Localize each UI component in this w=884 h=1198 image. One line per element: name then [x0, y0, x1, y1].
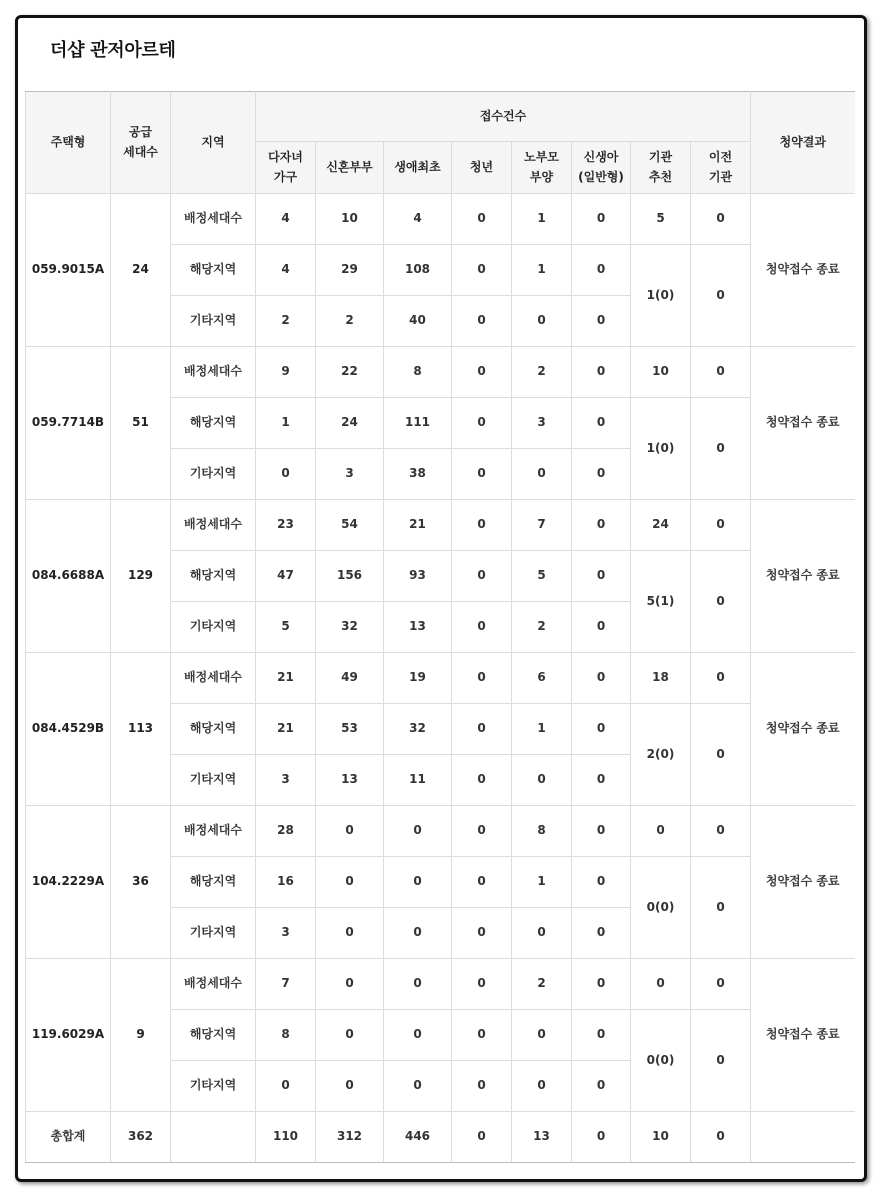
count-cell: 0 [316, 1061, 384, 1112]
supply-units-cell: 24 [111, 194, 171, 347]
count-cell: 0 [452, 959, 512, 1010]
count-cell: 0 [384, 806, 452, 857]
count-cell: 111 [384, 398, 452, 449]
region-cell: 배정세대수 [171, 347, 256, 398]
count-cell: 0 [512, 1010, 572, 1061]
supply-units-cell: 129 [111, 500, 171, 653]
count-cell: 6 [512, 653, 572, 704]
result-cell: 청약접수 종료 [751, 194, 855, 347]
region-cell: 해당지역 [171, 551, 256, 602]
count-cell: 0 [384, 857, 452, 908]
institution-cell: 0(0) [631, 857, 691, 959]
count-cell: 21 [384, 500, 452, 551]
count-cell: 0 [452, 1010, 512, 1061]
header-sub-column: 생애최초 [384, 142, 452, 194]
count-cell: 0 [316, 1010, 384, 1061]
transfer-cell: 0 [691, 194, 751, 245]
header-supply-units: 공급 세대수 [111, 92, 171, 194]
count-cell: 3 [512, 398, 572, 449]
count-cell: 19 [384, 653, 452, 704]
count-cell: 2 [512, 959, 572, 1010]
count-cell: 0 [452, 398, 512, 449]
header-result: 청약결과 [751, 92, 855, 194]
subscription-results-table [25, 91, 855, 1163]
count-cell: 2 [512, 602, 572, 653]
header-sub-column: 기관 추천 [631, 142, 691, 194]
count-cell: 0 [452, 347, 512, 398]
count-cell: 8 [512, 806, 572, 857]
total-units-cell: 362 [111, 1112, 171, 1163]
region-cell: 배정세대수 [171, 194, 256, 245]
count-cell: 0 [452, 500, 512, 551]
count-cell: 8 [384, 347, 452, 398]
table-row [26, 347, 855, 398]
count-cell: 7 [256, 959, 316, 1010]
count-cell: 1 [512, 857, 572, 908]
total-count-cell: 10 [631, 1112, 691, 1163]
count-cell: 156 [316, 551, 384, 602]
header-sub-column: 노부모 부양 [512, 142, 572, 194]
count-cell: 10 [316, 194, 384, 245]
region-cell: 배정세대수 [171, 806, 256, 857]
total-count-cell: 0 [452, 1112, 512, 1163]
count-cell: 9 [256, 347, 316, 398]
count-cell: 0 [452, 449, 512, 500]
count-cell: 0 [316, 959, 384, 1010]
count-cell: 22 [316, 347, 384, 398]
region-cell: 기타지역 [171, 602, 256, 653]
count-cell: 0 [572, 959, 631, 1010]
table-row [26, 653, 855, 704]
total-count-cell: 446 [384, 1112, 452, 1163]
count-cell: 1 [256, 398, 316, 449]
house-type-cell: 084.6688A [26, 500, 111, 653]
count-cell: 21 [256, 704, 316, 755]
count-cell: 8 [256, 1010, 316, 1061]
count-cell: 0 [452, 1061, 512, 1112]
count-cell: 4 [256, 245, 316, 296]
transfer-cell: 0 [691, 959, 751, 1010]
institution-cell: 1(0) [631, 245, 691, 347]
house-type-cell: 084.4529B [26, 653, 111, 806]
count-cell: 0 [572, 1010, 631, 1061]
table-row [26, 959, 855, 1010]
count-cell: 0 [384, 1061, 452, 1112]
count-cell: 23 [256, 500, 316, 551]
count-cell: 2 [512, 347, 572, 398]
count-cell: 0 [572, 908, 631, 959]
transfer-cell: 0 [691, 704, 751, 806]
count-cell: 16 [256, 857, 316, 908]
transfer-cell: 0 [691, 245, 751, 347]
count-cell: 13 [384, 602, 452, 653]
count-cell: 0 [384, 959, 452, 1010]
region-cell: 배정세대수 [171, 959, 256, 1010]
table-row [26, 806, 855, 857]
count-cell: 0 [452, 704, 512, 755]
count-cell: 0 [572, 449, 631, 500]
total-count-cell: 0 [691, 1112, 751, 1163]
transfer-cell: 0 [691, 1010, 751, 1112]
count-cell: 0 [572, 755, 631, 806]
count-cell: 5 [512, 551, 572, 602]
count-cell: 0 [452, 245, 512, 296]
count-cell: 3 [256, 908, 316, 959]
count-cell: 21 [256, 653, 316, 704]
header-sub-column: 신생아 (일반형) [572, 142, 631, 194]
total-count-cell: 312 [316, 1112, 384, 1163]
institution-cell: 0(0) [631, 1010, 691, 1112]
count-cell: 0 [384, 908, 452, 959]
house-type-cell: 119.6029A [26, 959, 111, 1112]
total-count-cell: 0 [572, 1112, 631, 1163]
count-cell: 0 [452, 653, 512, 704]
count-cell: 53 [316, 704, 384, 755]
region-cell: 기타지역 [171, 1061, 256, 1112]
count-cell: 0 [452, 857, 512, 908]
count-cell: 54 [316, 500, 384, 551]
header-region: 지역 [171, 92, 256, 194]
count-cell: 0 [452, 194, 512, 245]
total-region-cell [171, 1112, 256, 1163]
supply-units-cell: 113 [111, 653, 171, 806]
transfer-cell: 0 [691, 347, 751, 398]
count-cell: 2 [316, 296, 384, 347]
count-cell: 1 [512, 194, 572, 245]
region-cell: 해당지역 [171, 857, 256, 908]
transfer-cell: 0 [691, 806, 751, 857]
region-cell: 기타지역 [171, 908, 256, 959]
result-cell: 청약접수 종료 [751, 806, 855, 959]
transfer-cell: 0 [691, 551, 751, 653]
count-cell: 0 [316, 857, 384, 908]
house-type-cell: 059.7714B [26, 347, 111, 500]
result-cell: 청약접수 종료 [751, 347, 855, 500]
result-cell: 청약접수 종료 [751, 500, 855, 653]
total-count-cell: 110 [256, 1112, 316, 1163]
count-cell: 3 [256, 755, 316, 806]
count-cell: 0 [572, 704, 631, 755]
count-cell: 4 [256, 194, 316, 245]
count-cell: 32 [384, 704, 452, 755]
count-cell: 0 [452, 806, 512, 857]
count-cell: 24 [316, 398, 384, 449]
header-sub-column: 다자녀 가구 [256, 142, 316, 194]
count-cell: 0 [572, 500, 631, 551]
count-cell: 5 [256, 602, 316, 653]
count-cell: 0 [572, 296, 631, 347]
count-cell: 0 [572, 602, 631, 653]
count-cell: 0 [452, 602, 512, 653]
region-cell: 배정세대수 [171, 653, 256, 704]
region-cell: 기타지역 [171, 296, 256, 347]
page-title: 더샵 관저아르테 [50, 40, 176, 61]
table-row [26, 500, 855, 551]
count-cell: 93 [384, 551, 452, 602]
region-cell: 기타지역 [171, 755, 256, 806]
count-cell: 4 [384, 194, 452, 245]
count-cell: 1 [512, 245, 572, 296]
total-label-cell: 총합계 [26, 1112, 111, 1163]
institution-cell: 2(0) [631, 704, 691, 806]
table-row [26, 194, 855, 245]
region-cell: 해당지역 [171, 704, 256, 755]
count-cell: 0 [256, 1061, 316, 1112]
supply-units-cell: 36 [111, 806, 171, 959]
institution-cell: 1(0) [631, 398, 691, 500]
result-cell: 청약접수 종료 [751, 653, 855, 806]
count-cell: 11 [384, 755, 452, 806]
count-cell: 0 [572, 194, 631, 245]
count-cell: 0 [512, 755, 572, 806]
region-cell: 해당지역 [171, 245, 256, 296]
count-cell: 0 [512, 449, 572, 500]
total-result-cell [751, 1112, 855, 1163]
header-applications: 접수건수 [256, 92, 751, 142]
count-cell: 0 [572, 806, 631, 857]
count-cell: 3 [316, 449, 384, 500]
count-cell: 2 [256, 296, 316, 347]
institution-cell: 0 [631, 959, 691, 1010]
count-cell: 0 [572, 551, 631, 602]
count-cell: 0 [452, 908, 512, 959]
result-cell: 청약접수 종료 [751, 959, 855, 1112]
count-cell: 0 [512, 296, 572, 347]
header-row-top [26, 92, 855, 142]
region-cell: 배정세대수 [171, 500, 256, 551]
total-count-cell: 13 [512, 1112, 572, 1163]
institution-cell: 10 [631, 347, 691, 398]
header-house-type: 주택형 [26, 92, 111, 194]
supply-units-cell: 51 [111, 347, 171, 500]
house-type-cell: 059.9015A [26, 194, 111, 347]
count-cell: 0 [452, 551, 512, 602]
count-cell: 49 [316, 653, 384, 704]
count-cell: 0 [512, 908, 572, 959]
header-sub-column: 청년 [452, 142, 512, 194]
transfer-cell: 0 [691, 653, 751, 704]
count-cell: 0 [572, 653, 631, 704]
count-cell: 0 [572, 347, 631, 398]
transfer-cell: 0 [691, 857, 751, 959]
count-cell: 29 [316, 245, 384, 296]
count-cell: 0 [256, 449, 316, 500]
count-cell: 38 [384, 449, 452, 500]
header-sub-column: 신혼부부 [316, 142, 384, 194]
count-cell: 0 [384, 1010, 452, 1061]
count-cell: 47 [256, 551, 316, 602]
region-cell: 기타지역 [171, 449, 256, 500]
institution-cell: 5 [631, 194, 691, 245]
region-cell: 해당지역 [171, 398, 256, 449]
transfer-cell: 0 [691, 398, 751, 500]
institution-cell: 24 [631, 500, 691, 551]
institution-cell: 5(1) [631, 551, 691, 653]
count-cell: 0 [572, 398, 631, 449]
count-cell: 0 [316, 806, 384, 857]
count-cell: 0 [512, 1061, 572, 1112]
count-cell: 0 [572, 857, 631, 908]
institution-cell: 0 [631, 806, 691, 857]
count-cell: 108 [384, 245, 452, 296]
count-cell: 28 [256, 806, 316, 857]
count-cell: 1 [512, 704, 572, 755]
count-cell: 32 [316, 602, 384, 653]
count-cell: 0 [572, 245, 631, 296]
institution-cell: 18 [631, 653, 691, 704]
house-type-cell: 104.2229A [26, 806, 111, 959]
count-cell: 0 [452, 755, 512, 806]
supply-units-cell: 9 [111, 959, 171, 1112]
region-cell: 해당지역 [171, 1010, 256, 1061]
transfer-cell: 0 [691, 500, 751, 551]
header-sub-column: 이전 기관 [691, 142, 751, 194]
count-cell: 0 [452, 296, 512, 347]
count-cell: 0 [316, 908, 384, 959]
count-cell: 0 [572, 1061, 631, 1112]
count-cell: 13 [316, 755, 384, 806]
count-cell: 7 [512, 500, 572, 551]
total-row [26, 1112, 855, 1163]
count-cell: 40 [384, 296, 452, 347]
